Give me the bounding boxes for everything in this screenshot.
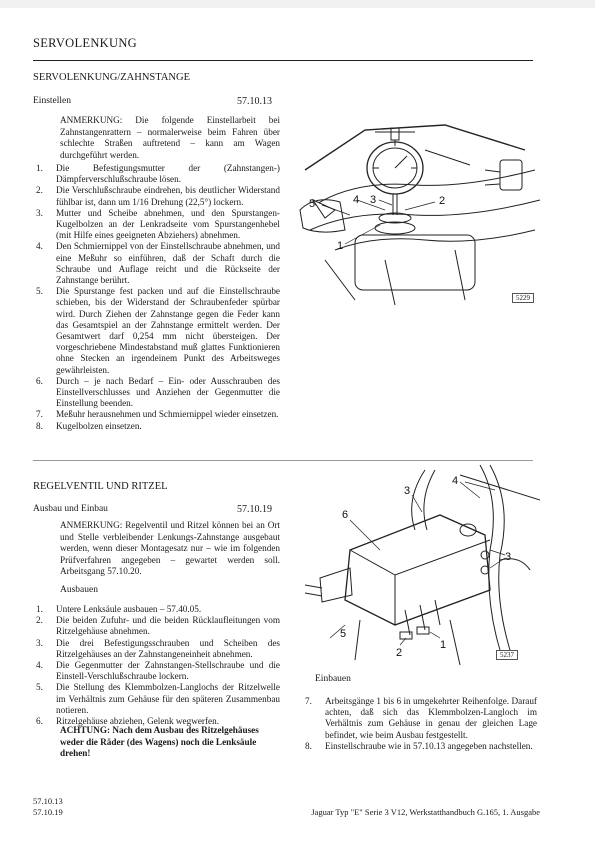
footer-op-refs (33, 796, 63, 817)
step-text: Die Spurstange fest packen und auf die Einstellschraube schieben, bis der Widerstand der Schraubenfeder spürbar wird. Durch Ziehen der Zahnstange gegen die Feder kann das Gesamtspiel an der Zahnstange ermittelt werden. Der Gesamtwert darf 0,254 mm nicht übersteigen. Der vorgeschriebene Mindestabstand muß glattes Funktionieren ohne Stecken an irgendeinem Punkt des Arbeitsweges gewährleisten. (56, 286, 280, 375)
step-number: 8. (305, 740, 312, 751)
callout-5: 5 (309, 198, 316, 210)
step-number: 5. (36, 682, 43, 693)
list-item (36, 660, 280, 682)
removal-heading: Ausbauen (60, 585, 98, 595)
warning-note: ACHTUNG: Nach dem Ausbau des Ritzelgehäuses weder die Räder (des Wagens) noch die Lenksäule drehen! (60, 725, 259, 759)
footer-op-ref: 57.10.19 (33, 806, 63, 817)
section1-note: ANMERKUNG: Die folgende Einstellarbeit bei Zahnstangenrattern – normalerweise beim Fahren über schlechte Straßen auftretend – kann am Wagen durchgeführt werden. (60, 115, 280, 160)
section2-title: REGELVENTIL UND RITZEL (33, 481, 168, 492)
callout-1: 1 (440, 639, 447, 651)
step-text: Die Befestigungsmutter der (Zahnstangen-) Dämpferverschlußschraube lösen. (56, 163, 280, 185)
step-text: Die Gegenmutter der Zahnstangen-Stellschraube und die Einstell-Verschlußschraube lockern. (56, 660, 280, 682)
section1-title: SERVOLENKUNG/ZAHNSTANGE (33, 72, 190, 83)
callout-2: 2 (439, 195, 446, 207)
step-text: Mutter und Scheibe abnehmen, und den Spurstangen-Kugelbolzen an der Lenkradseite vom Spurstangenhebel (mit Hilfe eines geeigneten Abziehers) abnehmen. (56, 207, 280, 241)
step-text: Die beiden Zufuhr- und die beiden Rücklaufleitungen vom Ritzelgehäuse abnehmen. (56, 615, 280, 637)
callout-1: 1 (337, 240, 344, 252)
callout-5: 5 (340, 628, 347, 640)
list-item (36, 286, 280, 376)
list-item (36, 163, 280, 185)
step-text: Die Verschlußschraube eindrehen, bis deutlicher Widerstand fühlbar ist, dann um 1/16 Drehung (22,5°) lockern. (56, 185, 280, 207)
figure-ref-5229: 5229 (512, 293, 534, 303)
scan-top-band (0, 0, 595, 8)
installation-heading: Einbauen (315, 674, 351, 684)
section2-op-number: 57.10.19 (237, 504, 272, 515)
list-item (36, 409, 280, 420)
figure-ref-5237: 5237 (496, 650, 518, 660)
step-number: 4. (36, 660, 43, 671)
step-text: Die Stellung des Klemmbolzen-Langlochs der Ritzelwelle im Verhältnis zum Gehäuse für den späteren Zusammenbau notieren. (56, 682, 280, 715)
callout-4: 4 (452, 475, 459, 487)
section2-subtitle: Ausbau und Einbau (33, 504, 108, 514)
callout-3: 3 (370, 194, 377, 206)
step-text: Die drei Befestigungsschrauben und Scheiben des Ritzelgehäuses an der Zahnstangeneinheit abnehmen. (56, 637, 280, 659)
section1-op-number: 57.10.13 (237, 96, 272, 107)
step-text: Untere Lenksäule ausbauen – 57.40.05. (56, 604, 202, 614)
section1-subtitle: Einstellen (33, 96, 71, 106)
step-text: Ritzelgehäuse abziehen, Gelenk wegwerfen. (56, 716, 220, 727)
list-item (36, 241, 280, 286)
step-text: Arbeitsgänge 1 bis 6 in umgekehrter Reihenfolge. Darauf achten, daß sich das Klemmbolzen-Langloch im Verhältnis zum Gehäuse in genau der gleichen Lage befindet, wie beim Ausbau festgestellt. (325, 696, 537, 740)
list-item (36, 682, 280, 716)
step-number: 2. (36, 615, 43, 626)
callout-3-right: 3 (505, 551, 512, 563)
list-item (36, 615, 280, 637)
step-text: Meßuhr herausnehmen und Schmiernippel wieder einsetzen. (56, 409, 279, 420)
step-text: Durch – je nach Bedarf – Ein- oder Ausschrauben des Einstellverschlusses und Anziehen der Gegenmutter die Einstellung beenden. (56, 375, 280, 409)
callout-2: 2 (396, 647, 403, 659)
step-number: 6. (36, 375, 43, 386)
removal-steps (36, 604, 280, 727)
step-number: 2. (36, 185, 43, 196)
footer-op-ref: 57.10.13 (33, 796, 63, 806)
step-text: Den Schmiernippel von der Einstellschraube abnehmen, und eine Meßuhr so einführen, daß der Schaft durch die Schraube und Auflage reicht und die Rückseite der Zahnstange berührt. (56, 241, 280, 286)
list-item (36, 638, 280, 660)
list-item (36, 604, 280, 615)
step-number: 5. (36, 286, 43, 297)
step-text: Kugelbolzen einsetzen. (56, 420, 142, 431)
callout-4: 4 (353, 194, 360, 206)
step-number: 7. (305, 696, 312, 706)
section1-steps (36, 163, 280, 432)
step-text: Einstellschraube wie in 57.10.13 angegeben nachstellen. (325, 740, 533, 751)
list-item (36, 185, 280, 207)
list-item (36, 208, 280, 242)
step-number: 1. (36, 163, 43, 173)
step-number: 3. (36, 637, 43, 648)
step-number: 4. (36, 241, 43, 252)
step-number: 1. (36, 604, 43, 614)
callout-3-top: 3 (404, 485, 411, 497)
header-rule (33, 60, 533, 61)
step-number: 8. (36, 420, 43, 431)
step-number: 7. (36, 409, 43, 420)
list-item (36, 421, 280, 432)
install-steps (305, 696, 537, 752)
step-number: 3. (36, 207, 43, 218)
list-item (305, 696, 537, 741)
footer-publication: Jaguar Typ "E" Serie 3 V12, Werkstatthandbuch G.165, 1. Ausgabe (311, 807, 540, 817)
callout-6: 6 (342, 509, 349, 521)
figure-rack-adjustment (295, 110, 545, 310)
step-number: 6. (36, 716, 43, 727)
list-item (305, 741, 537, 752)
page-header: SERVOLENKUNG (33, 36, 137, 50)
figure-valve-pinion (300, 460, 540, 670)
list-item (36, 376, 280, 410)
section2-note: ANMERKUNG: Regelventil und Ritzel können bei an Ort und Stelle verbleibender Lenkungs-Zahnstange ausgebaut werden, wenn dieser Montagesatz nur – wie im folgenden Prüfverfahren angegeben – gewartet werden soll. Arbeitsgang 57.10.20. (60, 520, 280, 577)
